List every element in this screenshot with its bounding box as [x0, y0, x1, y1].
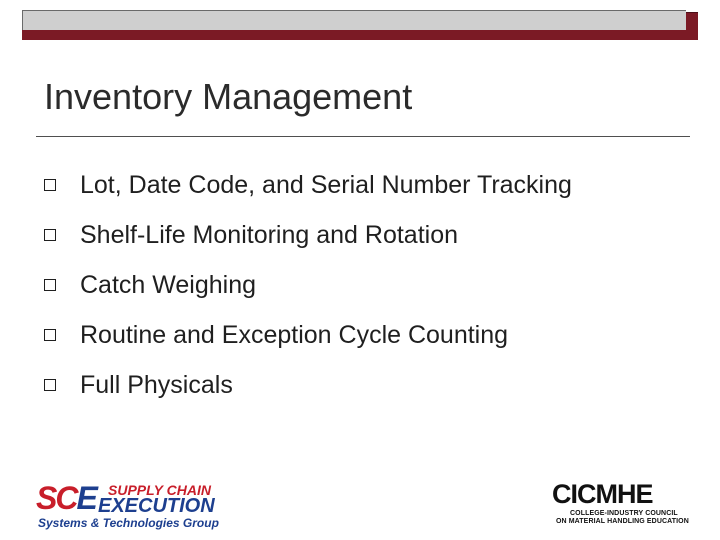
bullet-item — [44, 360, 572, 410]
square-bullet-icon — [44, 379, 56, 391]
square-bullet-icon — [44, 279, 56, 291]
bullet-item — [44, 210, 572, 260]
bullet-item — [44, 260, 572, 310]
sce-logo-line2: EXECUTION — [98, 495, 215, 517]
bullet-text: Catch Weighing — [80, 270, 257, 299]
bullet-list — [44, 160, 572, 410]
bullet-text: Lot, Date Code, and Serial Number Tracking — [80, 170, 572, 199]
cicmhe-logo-subtitle-2: ON MATERIAL HANDLING EDUCATION — [556, 518, 689, 525]
sce-logo — [36, 480, 219, 532]
title-divider — [36, 136, 690, 137]
header-band — [22, 10, 698, 40]
cicmhe-logo-subtitle-1: COLLEGE-INDUSTRY COUNCIL — [570, 510, 678, 517]
header-band-red — [22, 30, 698, 40]
bullet-text: Full Physicals — [80, 370, 233, 399]
cicmhe-logo — [552, 480, 688, 528]
sce-logo-mark: SCE — [36, 480, 96, 516]
header-corner-square — [686, 12, 698, 33]
square-bullet-icon — [44, 329, 56, 341]
bullet-item — [44, 310, 572, 360]
bullet-text: Routine and Exception Cycle Counting — [80, 320, 509, 349]
square-bullet-icon — [44, 179, 56, 191]
square-bullet-icon — [44, 229, 56, 241]
sce-logo-line1: SUPPLY CHAIN — [108, 482, 211, 498]
sce-logo-line3: Systems & Technologies Group — [38, 516, 219, 530]
slide-title: Inventory Management — [44, 76, 413, 117]
bullet-item — [44, 160, 572, 210]
header-band-grey — [22, 10, 686, 30]
bullet-text: Shelf-Life Monitoring and Rotation — [80, 220, 459, 249]
cicmhe-logo-mark: CICMHE — [552, 479, 653, 509]
